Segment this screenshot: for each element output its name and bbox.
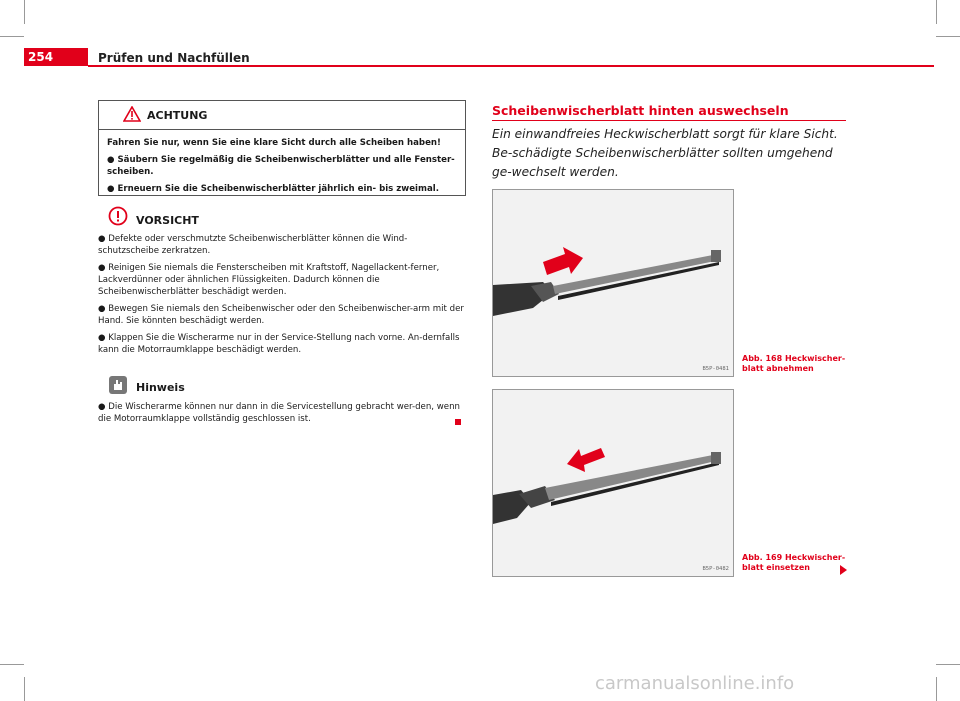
crop-mark xyxy=(936,677,937,701)
note-title: Hinweis xyxy=(136,381,185,394)
caution-item: ● Reinigen Sie niemals die Fensterscheiben mit Kraftstoff, Nagellackent-ferner, Lackverdünner oder ähnlichen Flüssigkeiten. Dadurch können die Scheibenwischerblätter beschädigt werden. xyxy=(98,263,440,297)
crop-mark xyxy=(936,664,960,665)
warning-box xyxy=(98,100,466,196)
crop-mark xyxy=(936,0,937,24)
section-end-mark xyxy=(455,419,461,425)
figure-caption: Abb. 169 Heckwischer-blatt einsetzen xyxy=(742,553,846,572)
continue-arrow-icon xyxy=(840,565,847,575)
warning-line: ● Säubern Sie regelmäßig die Scheibenwischerblätter und alle Fenster-scheiben. xyxy=(107,155,455,177)
crop-mark xyxy=(24,0,25,24)
crop-mark xyxy=(24,677,25,701)
figure-code: B5P-0481 xyxy=(702,366,729,372)
page-number: 254 xyxy=(28,50,54,64)
running-head: Prüfen und Nachfüllen xyxy=(98,51,250,65)
crop-mark xyxy=(0,664,24,665)
note-item: ● Die Wischerarme können nur dann in die Servicestellung gebracht wer-den, wenn die Motorraumklappe vollständig geschlossen ist. xyxy=(98,402,460,424)
figure-remove-wiper xyxy=(492,189,734,377)
caution-title: VORSICHT xyxy=(136,214,199,227)
crop-mark xyxy=(0,36,24,37)
section-intro: Ein einwandfreies Heckwischerblatt sorgt für klare Sicht. Be-schädigte Scheibenwischerblätter sollten umgehend ge-wechselt werden. xyxy=(492,127,838,179)
warning-triangle-icon xyxy=(123,106,141,126)
info-hand-icon xyxy=(108,375,128,399)
header-rule xyxy=(88,65,934,67)
caution-body xyxy=(98,233,464,361)
section-rule xyxy=(492,120,846,121)
section-title: Scheibenwischerblatt hinten auswechseln xyxy=(492,103,789,118)
warning-body xyxy=(107,137,459,200)
caution-item: ● Defekte oder verschmutzte Scheibenwischerblätter können die Wind-schutzscheibe zerkratzen. xyxy=(98,234,408,256)
note-body xyxy=(98,401,464,430)
crop-mark xyxy=(936,36,960,37)
warning-header xyxy=(99,101,465,130)
warning-line: Fahren Sie nur, wenn Sie eine klare Sicht durch alle Scheiben haben! xyxy=(107,138,441,148)
warning-line: ● Erneuern Sie die Scheibenwischerblätter jährlich ein- bis zweimal. xyxy=(107,184,439,194)
warning-title: ACHTUNG xyxy=(147,109,208,122)
caution-item: ● Klappen Sie die Wischerarme nur in der Service-Stellung nach vorne. An-dernfalls kann die Motorraumklappe beschädigt werden. xyxy=(98,333,460,355)
watermark: carmanualsonline.info xyxy=(595,673,795,694)
caution-icon xyxy=(108,206,128,230)
figure-caption: Abb. 168 Heckwischer-blatt abnehmen xyxy=(742,354,846,373)
figure-insert-wiper xyxy=(492,389,734,577)
caution-item: ● Bewegen Sie niemals den Scheibenwischer oder den Scheibenwischer-arm mit der Hand. Sie könnten beschädigt werden. xyxy=(98,304,464,326)
figure-code: B5P-0482 xyxy=(702,566,729,572)
